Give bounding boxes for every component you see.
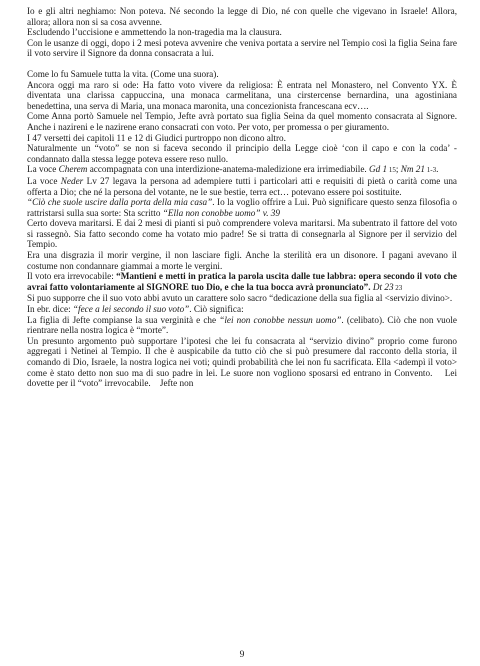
quote: “Ciò che suole uscire dalla porta della mia casa” (27, 197, 213, 208)
document-page (27, 6, 460, 660)
quote: “Ella non conobbe uomo” (162, 207, 261, 218)
term-neder: Neder (60, 175, 84, 186)
quote: “lei non conobbe nessun uomo” (219, 314, 342, 325)
term-cherem: Cherem (58, 164, 88, 175)
paragraph: Ancora oggi ma raro si ode: Ha fatto voto vivere da religiosa: È entrata nel Monastero, nel Convento YX. È diventata una clarissa cappuccina, una monaca carmelitana, una cirstercense bernardina, una agostiniana benedettina, una serva di Maria, una monaca maronita, una concezionista francescana ecv…. (27, 79, 457, 111)
bible-reference: Gd 1 (369, 164, 388, 175)
paragraph: Naturalmente un “voto” se non si faceva secondo il principio della Legge cioè ‘con il capo e con la coda’ - condannato dalla stessa legge poteva essere reso nullo. (27, 143, 457, 164)
paragraph: Un presunto argomento può supportare l’ipotesi che lei fu consacrata al “servizio divino” proprio come furono aggregati i Netinei al Tempio. Il che è auspicabile da tutto ciò che si può presumere dal racconto della storia, il comando di Dio, Israele, la nostra logica nei voti; quindi probabilità che lei non fu sacrificata. Ella <adempì il voto> come è stato detto non suo ma di suo padre in lei. Le suore non vogliono sposarsi ed entrano in Convento. Lei dovette per il “voto” irrevocabile. Jefte non (27, 335, 460, 389)
bible-reference: Nm 21 (400, 164, 425, 175)
bible-reference: Dt 23 (370, 281, 394, 292)
paragraph-irrevocabile: Il voto era irrevocabile: “Mantieni e metti in pratica la parola uscita dalle tue labbra: opera secondo il voto che avrai fatto volontariamente al SIGNORE tuo Dio, e che la tua bocca avrà pronunciato”. Dt 23 23 (27, 271, 457, 292)
paragraph-figlia: La figlia di Jefte compianse la sua verginità e che “lei non conobbe nessun uomo”. (celibato). Ciò che non vuole rientrare nella nostra logica è “morte”. (27, 314, 457, 336)
paragraph: Certo doveva maritarsi. E dai 2 mesi di pianti si può comprendere voleva maritarsi. Ma subentrato il fattore del voto si rassegnò. Sia fatto secondo come ha votato mio padre! Se si tratta di consegnarla al Signore per il servizio del Tempio. (27, 218, 457, 250)
paragraph: Come Anna portò Samuele nel Tempio, Jefte avrà portato sua figlia Seina da quel momento consacrata al Signore. Anche i nazireni e le nazirene erano consacrati con voto. Per voto, per promessa o per giuramento. (27, 111, 457, 132)
quote: “fece a lei secondo il suo voto” (72, 304, 190, 315)
paragraph-neder: La voce Neder Lv 27 legava la persona ad adempiere tutti i particolari atti e requisiti di pietà o carità come una offerta a Dio; che né la persona del votante, ne le sue bestie, terra ect… potevano essere poi sostituite. (27, 175, 457, 197)
bible-reference: v. 39 (260, 207, 280, 218)
paragraph-ebr: In ebr. dice: “fece a lei secondo il suo voto”. Ciò significa: (27, 304, 244, 315)
paragraph: Escludendo l’uccisione e ammettendo la non-tragedia ma la clausura. (27, 27, 282, 38)
paragraph: Come lo fu Samuele tutta la vita. (Come una suora). (27, 68, 219, 79)
bold-quote: “Mantieni e metti in pratica la parola uscita dalle tue labbra: opera secondo il voto che avrai fatto volontariamente al SIGNORE tuo Dio, e che la tua bocca avrà pronunciato”. (27, 271, 457, 292)
paragraph-quote: “Ciò che suole uscire dalla porta della mia casa”. Io la voglio offrire a Lui. Può significare questo senza filosofia o rattristarsi sulla sua sorte: Sta scritto “Ella non conobbe uomo” v. 39 (27, 197, 457, 218)
paragraph: Si puo supporre che il suo voto abbi avuto un carattere solo sacro “dedicazione della sua figlia al <servizio divino>. (27, 293, 453, 304)
paragraph: Era una disgrazia il morir vergine, il non lasciare figli. Anche la sterilità era un disonore. I pagani avevano il costume non condannare giammai a morte le vergini. (27, 250, 457, 271)
paragraph: I 47 versetti dei capitoli 11 e 12 di Giudici purtroppo non dicono altro. (27, 132, 286, 143)
paragraph: Con le usanze di oggi, dopo i 2 mesi poteva avvenire che veniva portata a servire nel Tempio così la figlia Seina fare il voto servire il Signore da donna consacrata a lui. (27, 37, 457, 59)
paragraph: Io e gli altri neghiamo: Non poteva. Né secondo la legge di Dio, né con quelle che vigevano in Israele! Allora, allora; allora non si sa cosa avvenne. (27, 6, 457, 27)
page-number: 9 (239, 650, 245, 660)
paragraph-gap (27, 59, 457, 69)
paragraph-cherem: La voce Cherem accompagnata con una interdizione-anatema-maledizione era irrimediabile. Gd 1 15; Nm 21 1-3. (27, 164, 439, 175)
